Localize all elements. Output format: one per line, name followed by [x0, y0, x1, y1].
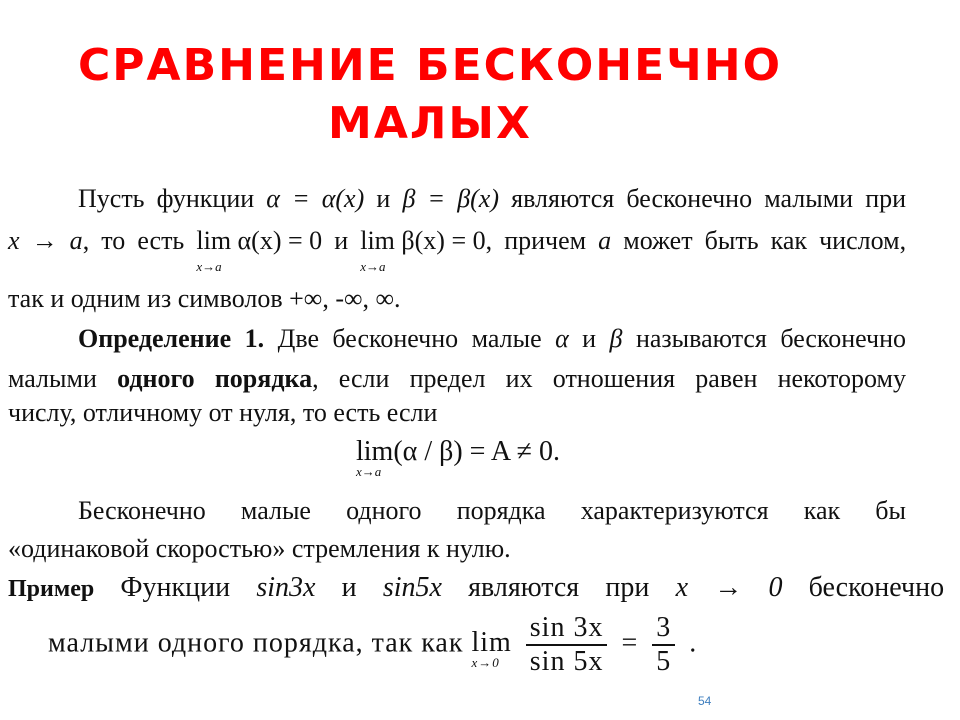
paragraph2-line1: Бесконечно малые одного порядка характеризуются как бы	[78, 496, 906, 525]
text: являются бесконечно малыми при	[511, 184, 907, 213]
text: бесконечно	[808, 572, 945, 603]
x-to-0: x → 0	[675, 572, 783, 603]
sin5x: sin5x	[382, 572, 442, 603]
text: и	[334, 226, 349, 255]
result-denominator: 5	[656, 646, 672, 677]
text: являются при	[468, 572, 650, 603]
limit-ratio-formula: lim(α / β) = A ≠ 0. x→a	[356, 436, 560, 479]
beta-symbol: β	[609, 324, 623, 353]
fraction-denominator: sin 5x	[529, 646, 604, 677]
example-label: Пример	[8, 576, 95, 602]
text: Две бесконечно малые	[277, 324, 542, 353]
paragraph1-line1	[78, 184, 906, 214]
text: малыми	[8, 364, 97, 393]
slide-title-line2: МАЛЫХ	[328, 98, 532, 149]
text: может быть как числом,	[623, 226, 907, 255]
alpha-def: α = α(x)	[266, 184, 365, 213]
result-fraction	[652, 612, 675, 678]
text: Пусть функции	[78, 184, 255, 213]
example-line2	[48, 612, 697, 678]
fraction-numerator: sin 3x	[526, 612, 608, 646]
text: , причем	[485, 226, 587, 255]
period: .	[689, 627, 698, 659]
sine-ratio-fraction	[526, 612, 608, 678]
text: и	[341, 572, 357, 603]
definition-label: Определение 1.	[78, 324, 265, 353]
limit-sub: x→a	[356, 464, 382, 479]
paragraph1-line3: так и одним из символов +∞, -∞, ∞.	[8, 284, 401, 313]
term-same-order: одного порядка	[117, 364, 313, 393]
limit-alpha: lim α(x) = 0 x→a	[196, 226, 322, 256]
paragraph1-line2	[8, 226, 907, 274]
text: , если предел их отношения равен некоторому	[312, 364, 907, 393]
beta-def: β = β(x)	[402, 184, 500, 213]
text: и	[376, 184, 391, 213]
definition-line3: числу, отличному от нуля, то есть если	[8, 398, 438, 427]
example-line1	[8, 572, 944, 604]
limit-beta: lim β(x) = 0 x→a	[360, 226, 485, 256]
a-variable: a	[598, 226, 612, 255]
limit-sub: x→a	[360, 259, 386, 274]
definition-line1	[78, 324, 906, 354]
limit-sub: x→0	[471, 655, 500, 671]
text: называются бесконечно	[635, 324, 907, 353]
alpha-symbol: α	[555, 324, 569, 353]
example-limit: lim x→0	[471, 627, 512, 671]
paragraph2-line2: «одинаковой скоростью» стремления к нулю.	[8, 534, 511, 563]
x-to-a: x → a	[8, 226, 83, 255]
sin3x: sin3x	[256, 572, 316, 603]
result-numerator: 3	[652, 612, 675, 646]
slide-title-line1: СРАВНЕНИЕ БЕСКОНЕЧНО	[78, 40, 782, 91]
text: , то есть	[82, 226, 185, 255]
page-number: 54	[698, 694, 712, 708]
equals-sign: =	[621, 627, 639, 659]
definition-line2	[8, 364, 906, 394]
limit-sub: x→a	[196, 259, 222, 274]
text: Функции	[120, 572, 231, 603]
text: и	[582, 324, 597, 353]
text: малыми одного порядка, так как	[48, 627, 464, 659]
